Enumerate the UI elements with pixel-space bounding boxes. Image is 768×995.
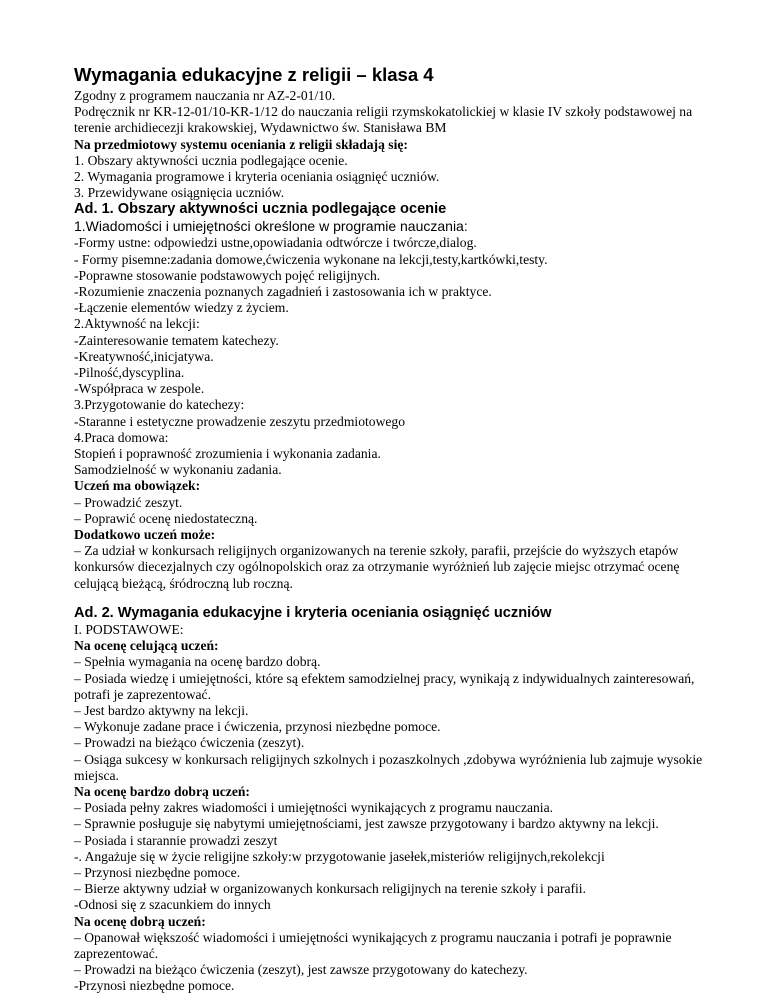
list-item: 4.Praca domowa:: [74, 429, 169, 445]
list-item: -Zainteresowanie tematem katechezy.: [74, 332, 279, 348]
section-heading-ad1: Ad. 1. Obszary aktywności ucznia podlegające ocenie: [74, 201, 447, 218]
list-item: -Odnosi się z szacunkiem do innych: [74, 897, 271, 913]
list-item: 2.Aktywność na lekcji:: [74, 316, 200, 332]
grade-heading-bardzo-dobra: Na ocenę bardzo dobrą uczeń:: [74, 783, 250, 799]
list-item: – Poprawić ocenę niedostateczną.: [74, 510, 258, 526]
list-item: Stopień i poprawność zrozumienia i wykonania zadania.: [74, 446, 381, 462]
list-item: -Pilność,dyscyplina.: [74, 365, 185, 381]
list-item: – Osiąga sukcesy w konkursach religijnych szkolnych i pozaszkolnych ,zdobywa wyróżnienia lub zajmuje wysokie miejsca.: [74, 751, 703, 783]
list-item: -Formy ustne: odpowiedzi ustne,opowiadania odtwórcze i twórcze,dialog.: [74, 235, 477, 251]
list-item: – Posiada pełny zakres wiadomości i umiejętności wynikających z programu nauczania.: [74, 800, 554, 816]
list-item: - Formy pisemne:zadania domowe,ćwiczenia wykonane na lekcji,testy,kartkówki,testy.: [74, 251, 548, 267]
list-item: – Przynosi niezbędne pomoce.: [74, 864, 241, 880]
list-item: – Posiada wiedzę i umiejętności, które są efektem samodzielnej pracy, wynikają z indywidualnych zainteresowań, potrafi je zaprezentować.: [74, 670, 695, 702]
list-item: – Prowadzi na bieżąco ćwiczenia (zeszyt).: [74, 735, 305, 751]
grade-heading-dobra: Na ocenę dobrą uczeń:: [74, 913, 206, 929]
list-item: – Posiada i starannie prowadzi zeszyt: [74, 832, 278, 848]
list-item: -Kreatywność,inicjatywa.: [74, 348, 214, 364]
extra-heading: Dodatkowo uczeń może:: [74, 527, 216, 543]
list-item: -Współpraca w zespole.: [74, 381, 205, 397]
list-item: Samodzielność w wykonaniu zadania.: [74, 462, 282, 478]
list-item: – Opanował większość wiadomości i umiejętności wynikających z programu nauczania i potrafi je poprawnie zaprezentować.: [74, 929, 672, 961]
document-page: [74, 64, 714, 995]
system-item: 2. Wymagania programowe i kryteria oceniania osiągnięć uczniów.: [74, 169, 440, 185]
grade-heading-celujaca: Na ocenę celującą uczeń:: [74, 638, 219, 654]
obligations-heading: Uczeń ma obowiązek:: [74, 478, 201, 494]
list-item: – Prowadzi na bieżąco ćwiczenia (zeszyt), jest zawsze przygotowany do katechezy.: [74, 962, 528, 978]
system-item: 1. Obszary aktywności ucznia podlegające ocenie.: [74, 152, 348, 168]
list-item: – Bierze aktywny udział w organizowanych konkursach religijnych na terenie szkoły i parafii.: [74, 881, 586, 897]
list-item: – Prowadzić zeszyt.: [74, 494, 183, 510]
list-item: – Jest bardzo aktywny na lekcji.: [74, 702, 249, 718]
list-item: – Spełnia wymagania na ocenę bardzo dobrą.: [74, 654, 321, 670]
level-label: I. PODSTAWOWE:: [74, 621, 184, 637]
list-item: – Wykonuje zadane prace i ćwiczenia, przynosi niezbędne pomoce.: [74, 719, 441, 735]
document-title: Wymagania edukacyjne z religii – klasa 4: [74, 64, 434, 85]
list-item: -Staranne i estetyczne prowadzenie zeszytu przedmiotowego: [74, 413, 406, 429]
list-item: 3.Przygotowanie do katechezy:: [74, 397, 245, 413]
list-item: -Poprawne stosowanie podstawowych pojęć religijnych.: [74, 267, 381, 283]
section-heading-ad2: Ad. 2. Wymagania edukacyjne i kryteria oceniania osiągnięć uczniów: [74, 604, 552, 621]
list-item: -. Angażuje się w życie religijne szkoły:w przygotowanie jasełek,misteriów religijnych,rekolekcji: [74, 848, 605, 864]
list-item: -Rozumienie znaczenia poznanych zagadnień i zastosowania ich w praktyce.: [74, 284, 492, 300]
program-note: Zgodny z programem nauczania nr AZ-2-01/10.: [74, 88, 336, 103]
system-item: 3. Przewidywane osiągnięcia uczniów.: [74, 185, 285, 201]
list-item: -Przynosi niezbędne pomoce.: [74, 978, 235, 994]
subsection-heading: 1.Wiadomości i umiejętności określone w programie nauczania:: [74, 218, 468, 235]
extra-paragraph: – Za udział w konkursach religijnych organizowanych na terenie szkoły, parafii, przejście do wyższych etapów konkursów diecezjalnych czy ogólnopolskich oraz za otrzymanie wyróżnień lub zajęcie miejsc otrzymać ocenę celującą bieżącą, śródroczną lub roczną.: [74, 543, 680, 591]
list-item: – Sprawnie posługuje się nabytymi umiejętnościami, jest zawsze przygotowany i bardzo aktywny na lekcji.: [74, 816, 659, 832]
list-item: -Łączenie elementów wiedzy z życiem.: [74, 300, 289, 316]
textbook-note: Podręcznik nr KR-12-01/10-KR-1/12 do nauczania religii rzymskokatolickiej w klasie IV szkoły podstawowej na terenie archidiecezji krakowskiej, Wydawnictwo św. Stanisława BM: [74, 104, 693, 136]
system-heading: Na przedmiotowy systemu oceniania z religii składają się:: [74, 136, 408, 152]
